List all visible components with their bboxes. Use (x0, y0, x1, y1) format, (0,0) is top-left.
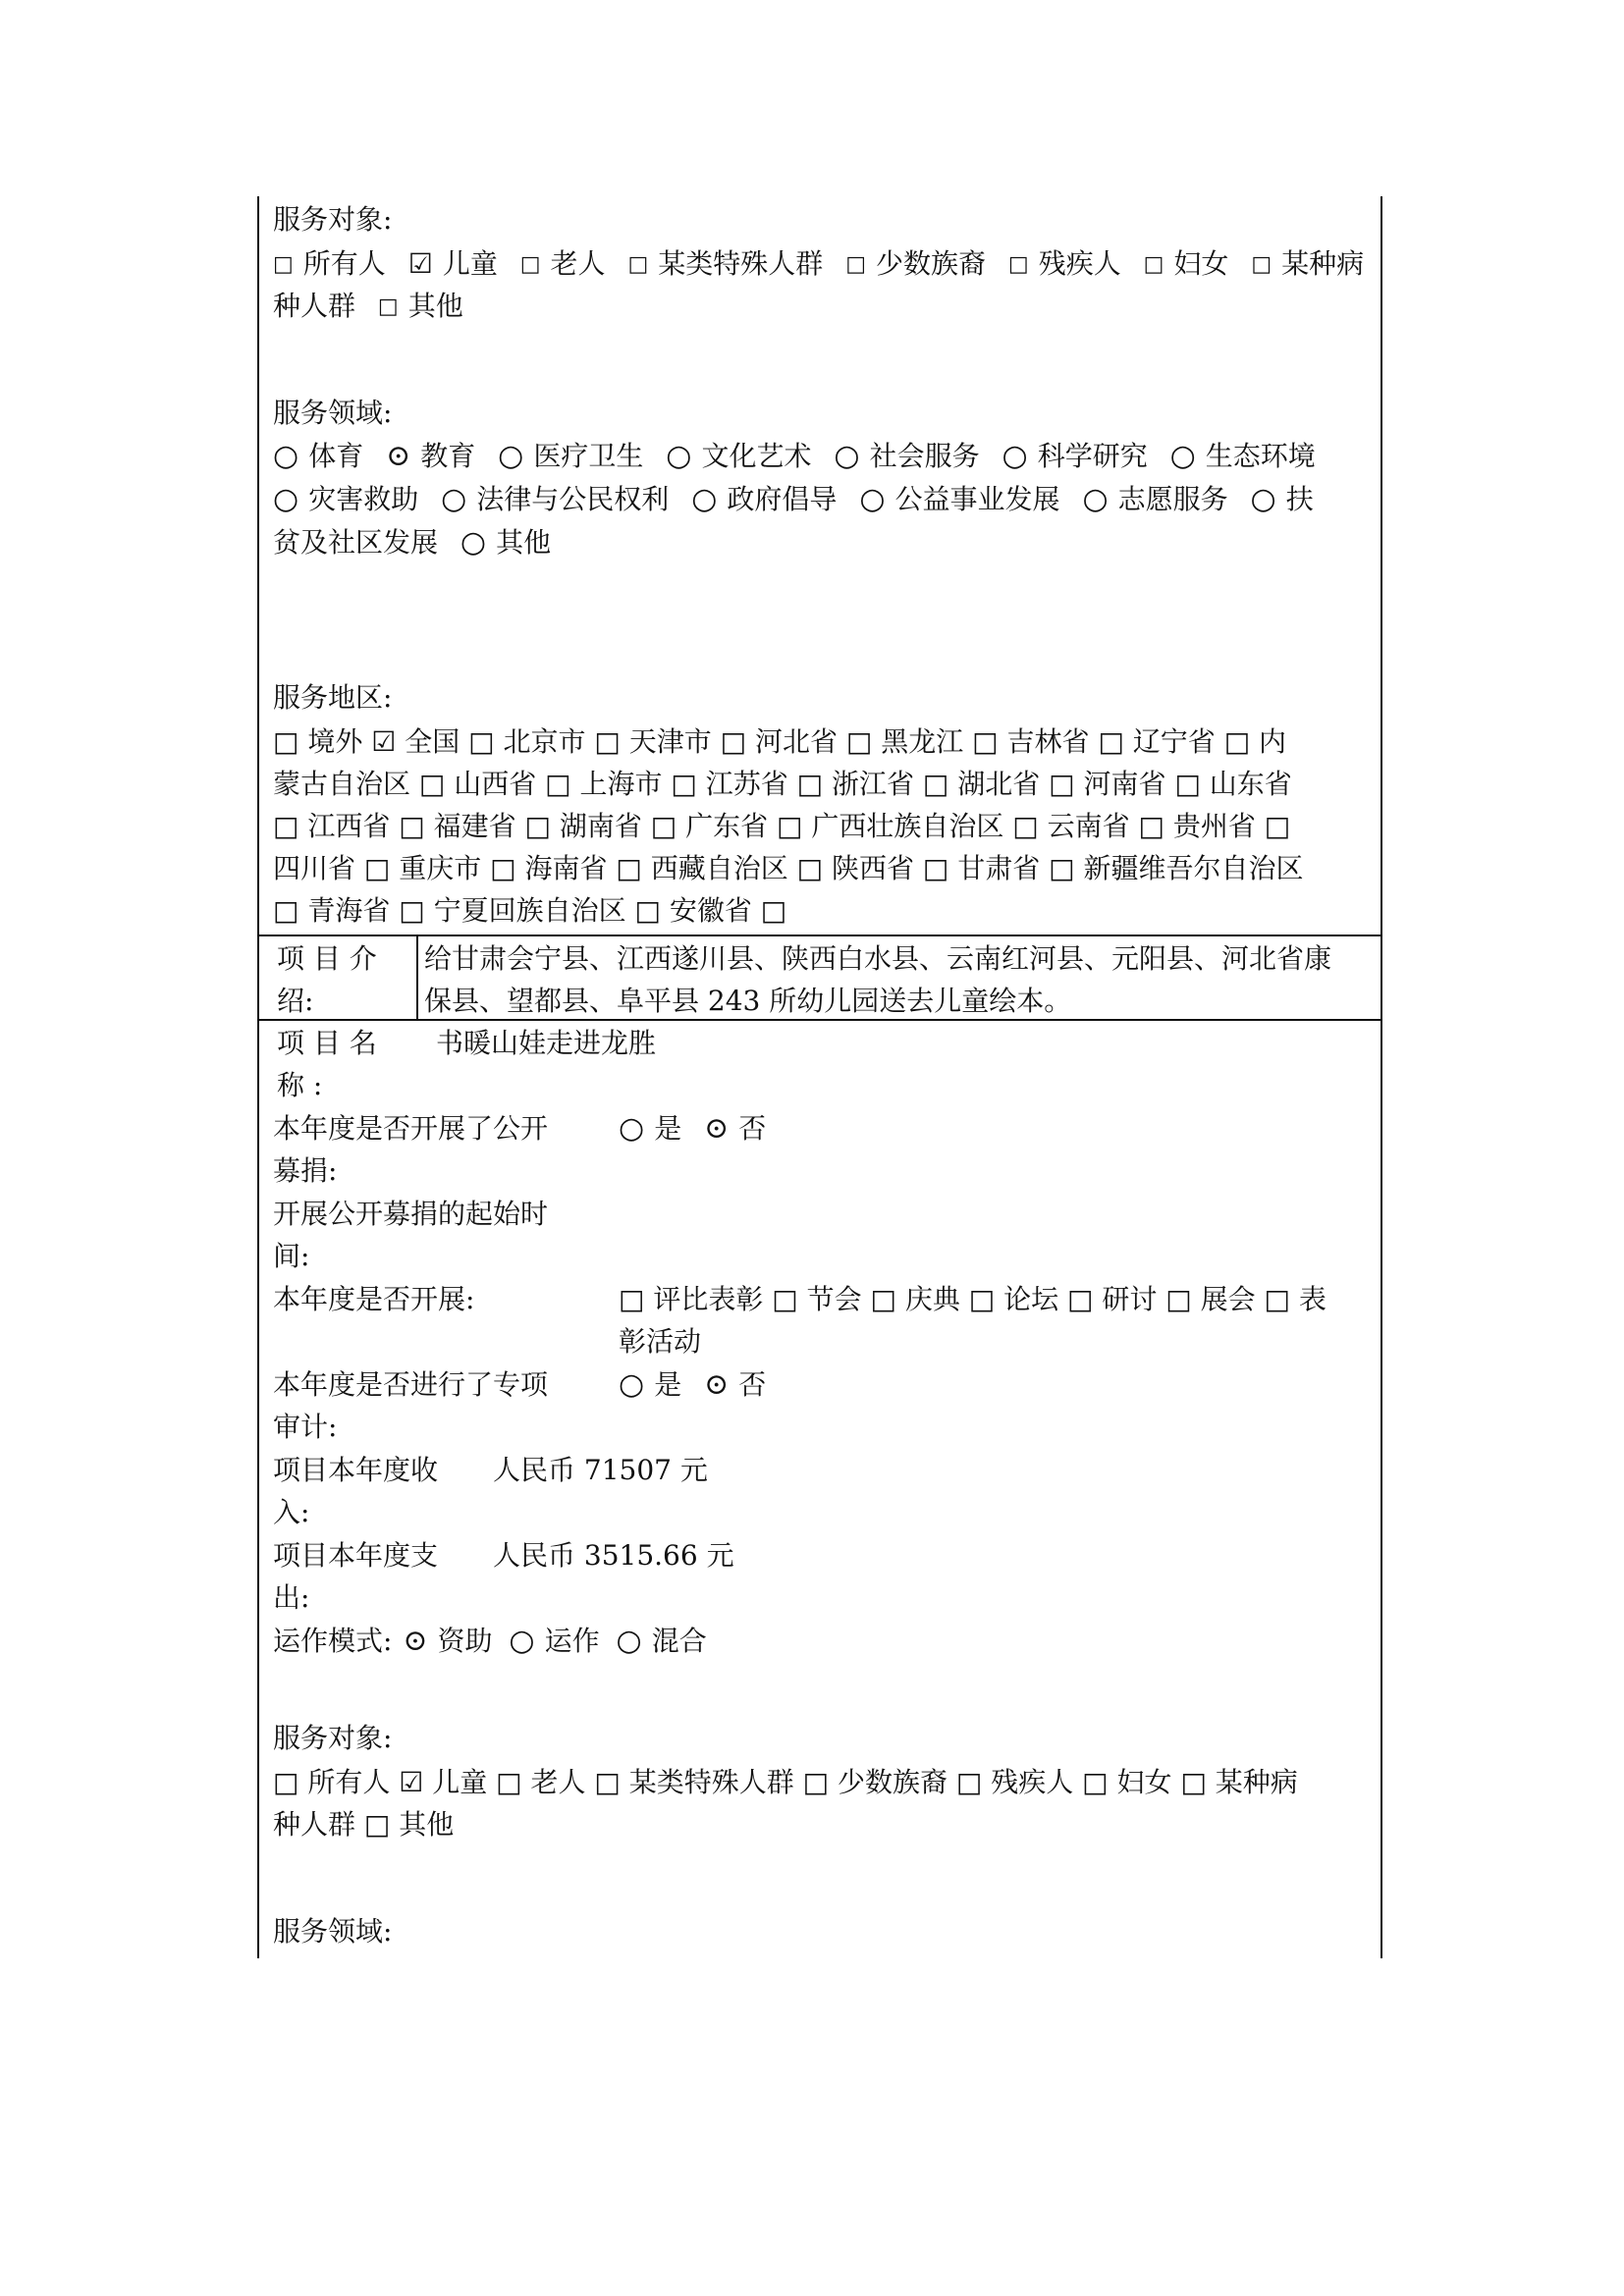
field-government: 政府倡导 (727, 483, 838, 515)
field-law: 法律与公民权利 (476, 483, 670, 515)
field-volunteer: 志愿服务 (1117, 483, 1228, 515)
radio-icon[interactable]: ○ (460, 525, 487, 560)
field-culture: 文化艺术 (701, 440, 812, 472)
checkbox-icon[interactable]: □ (1251, 252, 1272, 277)
public-fund-options (619, 1108, 766, 1149)
radio-selected-icon[interactable]: ⊙ (386, 439, 411, 473)
radio-icon[interactable]: ○ (616, 1624, 642, 1658)
service-area-line-4: 四川省 □ 重庆市 □ 海南省 □ 西藏自治区 □ 陕西省 □ 甘肃省 □ 新疆维吾尔自治区 (273, 852, 1304, 884)
service-target-label: 服务对象: (273, 203, 393, 236)
public-fund-yes: 是 (654, 1112, 682, 1145)
option-disease-group: 某种病 (1281, 247, 1365, 280)
project-name-value: 书暖山娃走进龙胜 (436, 1027, 657, 1059)
checkbox-icon[interactable]: □ (627, 252, 649, 277)
service-field-label-2: 服务领域: (273, 1915, 393, 1948)
audit-label-2: 审计: (273, 1411, 338, 1443)
intro-text-2: 保县、望都县、阜平县 243 所幼儿园送去儿童绘本。 (424, 985, 1072, 1017)
option-children: 儿童 (442, 247, 498, 280)
radio-icon[interactable]: ○ (859, 482, 886, 516)
fund-start-label-1: 开展公开募捐的起始时 (273, 1198, 549, 1230)
mode-mixed: 混合 (651, 1625, 707, 1657)
service-field-line-1 (273, 436, 1316, 477)
field-disaster-relief: 灾害救助 (308, 483, 419, 515)
option-women: 妇女 (1173, 247, 1229, 280)
option-special-groups: 某类特殊人群 (658, 247, 824, 280)
public-fund-label-1: 本年度是否开展了公开 (273, 1112, 549, 1145)
table-left-border (257, 196, 259, 1958)
intro-cell-divider (416, 934, 418, 1021)
field-education: 教育 (420, 440, 476, 472)
radio-icon[interactable]: ○ (273, 439, 299, 473)
field-other: 其他 (496, 526, 552, 559)
radio-icon[interactable]: ○ (1001, 439, 1028, 473)
activities-line-1: □ 评比表彰 □ 节会 □ 庆典 □ 论坛 □ 研讨 □ 展会 □ 表 (619, 1283, 1326, 1315)
audit-no: 否 (738, 1368, 767, 1401)
option-all-people: 所有人 (302, 247, 386, 280)
radio-selected-icon[interactable]: ⊙ (704, 1111, 730, 1146)
service-field-line-2 (273, 479, 1314, 520)
audit-label-1: 本年度是否进行了专项 (273, 1368, 549, 1401)
option-disabled: 残疾人 (1038, 247, 1121, 280)
radio-icon[interactable]: ○ (441, 482, 467, 516)
mode-funding: 资助 (437, 1625, 493, 1657)
project-name-label-1: 项 目 名 (277, 1027, 377, 1059)
radio-selected-icon[interactable]: ⊙ (403, 1624, 428, 1658)
radio-icon[interactable]: ○ (1082, 482, 1109, 516)
expense-value: 人民币 3515.66 元 (493, 1539, 734, 1572)
income-label-2: 入: (273, 1496, 310, 1528)
field-social-service: 社会服务 (869, 440, 980, 472)
public-fund-label-2: 募捐: (273, 1154, 338, 1187)
table-right-border (1380, 196, 1382, 1958)
radio-icon[interactable]: ○ (619, 1111, 645, 1146)
mode-operation: 运作 (544, 1625, 600, 1657)
project-name-label-2: 称 : (277, 1069, 323, 1101)
radio-icon[interactable]: ○ (1250, 482, 1276, 516)
service-area-line-2: 蒙古自治区 □ 山西省 □ 上海市 □ 江苏省 □ 浙江省 □ 湖北省 □ 河南省 □ 山东省 (273, 768, 1292, 800)
checkbox-icon[interactable]: □ (519, 252, 541, 277)
service-target-line-2b: 种人群 □ 其他 (273, 1808, 455, 1841)
field-poverty-cont: 贫及社区发展 (273, 526, 439, 559)
option-disease-group-cont: 种人群 (273, 290, 356, 322)
service-target-line-1 (273, 243, 1364, 288)
row-divider-intro-top (257, 934, 1382, 936)
service-area-label: 服务地区: (273, 681, 393, 714)
option-other: 其他 (407, 290, 463, 322)
checkbox-icon[interactable]: □ (273, 252, 294, 277)
radio-icon[interactable]: ○ (509, 1624, 535, 1658)
income-label-1: 项目本年度收 (273, 1454, 439, 1486)
checkbox-icon[interactable]: □ (845, 252, 866, 277)
service-target-label-2: 服务对象: (273, 1722, 393, 1754)
checkbox-checked-icon[interactable]: ☑ (407, 247, 433, 280)
checkbox-icon[interactable]: □ (1007, 252, 1029, 277)
radio-icon[interactable]: ○ (834, 439, 860, 473)
field-ecology: 生态环境 (1205, 440, 1316, 472)
service-area-line-5: □ 青海省 □ 宁夏回族自治区 □ 安徽省 □ (273, 894, 787, 927)
service-field-label: 服务领域: (273, 397, 393, 429)
operation-mode-label: 运作模式: (273, 1625, 393, 1657)
field-poverty-part: 扶 (1285, 483, 1314, 515)
activities-label: 本年度是否开展: (273, 1283, 475, 1315)
option-minorities: 少数族裔 (875, 247, 986, 280)
expense-label-2: 出: (273, 1581, 310, 1614)
operation-mode-row (273, 1621, 707, 1662)
income-value: 人民币 71507 元 (493, 1454, 708, 1486)
fund-start-label-2: 间: (273, 1240, 310, 1272)
service-area-line-3: □ 江西省 □ 福建省 □ 湖南省 □ 广东省 □ 广西壮族自治区 □ 云南省 □ 贵州省 □ (273, 810, 1291, 842)
radio-icon[interactable]: ○ (273, 482, 299, 516)
service-target-line-1b: □ 所有人 ☑ 儿童 □ 老人 □ 某类特殊人群 □ 少数族裔 □ 残疾人 □ 妇女 □ 某种病 (273, 1766, 1298, 1798)
radio-icon[interactable]: ○ (691, 482, 718, 516)
radio-icon[interactable]: ○ (498, 439, 524, 473)
intro-text-1: 给甘肃会宁县、江西遂川县、陕西白水县、云南红河县、元阳县、河北省康 (424, 942, 1332, 975)
service-target-line-2 (273, 286, 463, 330)
radio-icon[interactable]: ○ (619, 1367, 645, 1402)
activities-line-2: 彰活动 (619, 1325, 702, 1358)
expense-label-1: 项目本年度支 (273, 1539, 439, 1572)
option-elderly: 老人 (550, 247, 606, 280)
audit-options (619, 1364, 766, 1406)
public-fund-no: 否 (738, 1112, 767, 1145)
checkbox-icon[interactable]: □ (377, 294, 399, 319)
intro-label-2: 绍: (277, 985, 314, 1017)
radio-selected-icon[interactable]: ⊙ (704, 1367, 730, 1402)
service-area-line-1: □ 境外 ☑ 全国 □ 北京市 □ 天津市 □ 河北省 □ 黑龙江 □ 吉林省 □ 辽宁省 □ 内 (273, 725, 1287, 758)
field-research: 科学研究 (1037, 440, 1148, 472)
field-public-welfare: 公益事业发展 (894, 483, 1060, 515)
radio-icon[interactable]: ○ (666, 439, 692, 473)
service-field-line-3 (273, 522, 551, 563)
field-health: 医疗卫生 (533, 440, 644, 472)
radio-icon[interactable]: ○ (1169, 439, 1196, 473)
audit-yes: 是 (654, 1368, 682, 1401)
field-sports: 体育 (308, 440, 364, 472)
checkbox-icon[interactable]: □ (1143, 252, 1164, 277)
intro-label-1: 项 目 介 (277, 942, 377, 975)
